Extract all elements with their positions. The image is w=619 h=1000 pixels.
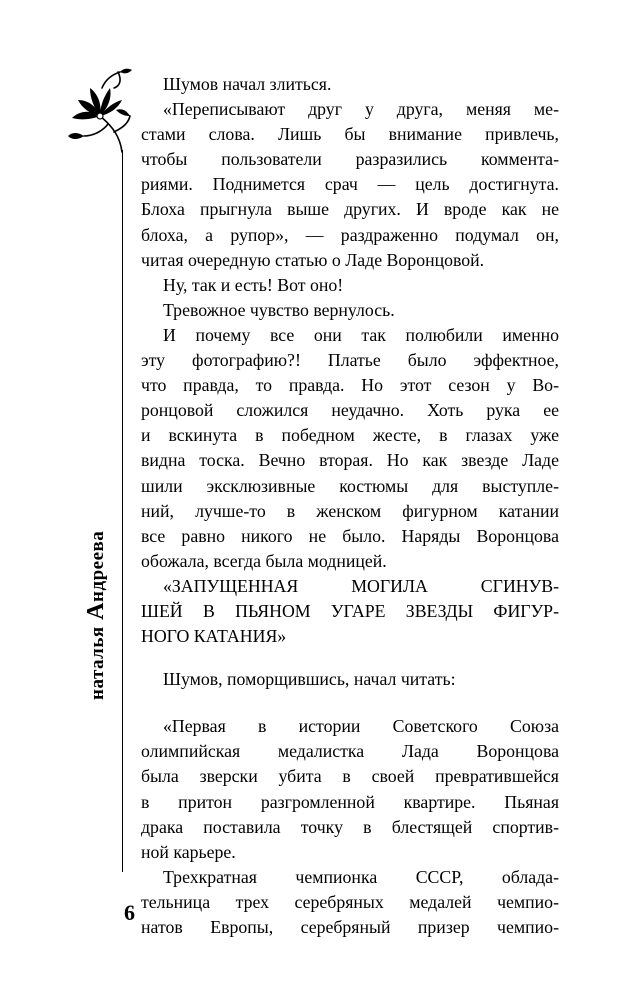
paragraph <box>141 714 559 865</box>
sidebar-rule <box>122 150 123 872</box>
text-line: шили эксклюзивные костюмы для выступле- <box>141 475 559 496</box>
author-surname-rest: ндреева <box>87 530 108 602</box>
author-first-name: наталья <box>87 626 108 700</box>
body-text <box>141 72 559 940</box>
text-line: в притон разгромленной квартире. Пьяная <box>141 791 559 812</box>
text-line: читая очередную статью о Ладе Воронцовой. <box>141 249 485 270</box>
text-line: и вскинута в победном жесте, в глазах уже <box>141 425 559 446</box>
text-line: чтобы пользователи разразились коммента- <box>141 149 559 170</box>
text-line: эту фотографию?! Платье было эффектное, <box>141 350 559 371</box>
text-line: тельница трех серебряных медалей чемпио- <box>141 891 559 912</box>
paragraph: Шумов, поморщившись, начал читать: <box>163 669 456 690</box>
text-line: олимпийская медалистка Лада Воронцова <box>141 741 559 762</box>
paragraph <box>141 97 559 273</box>
spacer <box>141 692 559 714</box>
flower-ornament-icon <box>62 66 134 154</box>
text-line: ний, лучше-то в женском фигурном катании <box>141 500 559 521</box>
text-line: обожала, всегда была модницей. <box>141 550 387 571</box>
paragraph <box>141 323 559 574</box>
text-line: натов Европы, серебряный призер чемпио- <box>141 917 559 937</box>
article-headline <box>141 574 559 649</box>
running-head-author <box>76 280 116 700</box>
author-surname-initial: А <box>83 601 109 620</box>
text-line: «Переписывают друг у друга, меняя ме- <box>163 99 559 120</box>
text-line: Блоха прыгнула выше других. И вроде как не <box>141 199 559 220</box>
paragraph <box>141 865 559 940</box>
headline-line: «ЗАПУЩЕННАЯ МОГИЛА СГИНУВ- <box>163 575 559 596</box>
text-line: риями. Поднимется срач — цель достигнута. <box>141 174 559 195</box>
paragraph: Шумов начал злиться. <box>163 74 332 94</box>
text-line: драка поставила точку в блестящей спортив- <box>141 816 559 837</box>
text-line: стами слова. Лишь бы внимание привлечь, <box>141 124 559 145</box>
paragraph: Ну, так и есть! Вот оно! <box>163 274 344 295</box>
paragraph: Тревожное чувство вернулось. <box>163 299 395 320</box>
text-line: Трехкратная чемпионка СССР, облада- <box>163 866 559 887</box>
text-line: видна тоска. Вечно вторая. Но как звезде Ладе <box>141 450 559 471</box>
text-line: была зверски убита в своей превратившейся <box>141 766 559 787</box>
headline-line: ШЕЙ В ПЬЯНОМ УГАРЕ ЗВЕЗДЫ ФИГУР- <box>141 600 559 621</box>
spacer <box>141 649 559 667</box>
headline-line: НОГО КАТАНИЯ» <box>141 626 287 647</box>
text-line: что правда, то правда. Но этот сезон у Во- <box>141 375 559 396</box>
text-line: «Первая в истории Советского Союза <box>163 716 559 737</box>
page-number: 6 <box>124 900 135 925</box>
text-line: все равно никого не было. Наряды Воронцова <box>141 525 559 546</box>
text-line: блоха, а рупор», — раздраженно подумал он, <box>141 224 559 245</box>
text-line: ронцовой сложился неудачно. Хоть рука ее <box>141 400 559 421</box>
text-line: И почему все они так полюбили именно <box>163 324 559 345</box>
text-line: ной карьере. <box>141 841 236 862</box>
